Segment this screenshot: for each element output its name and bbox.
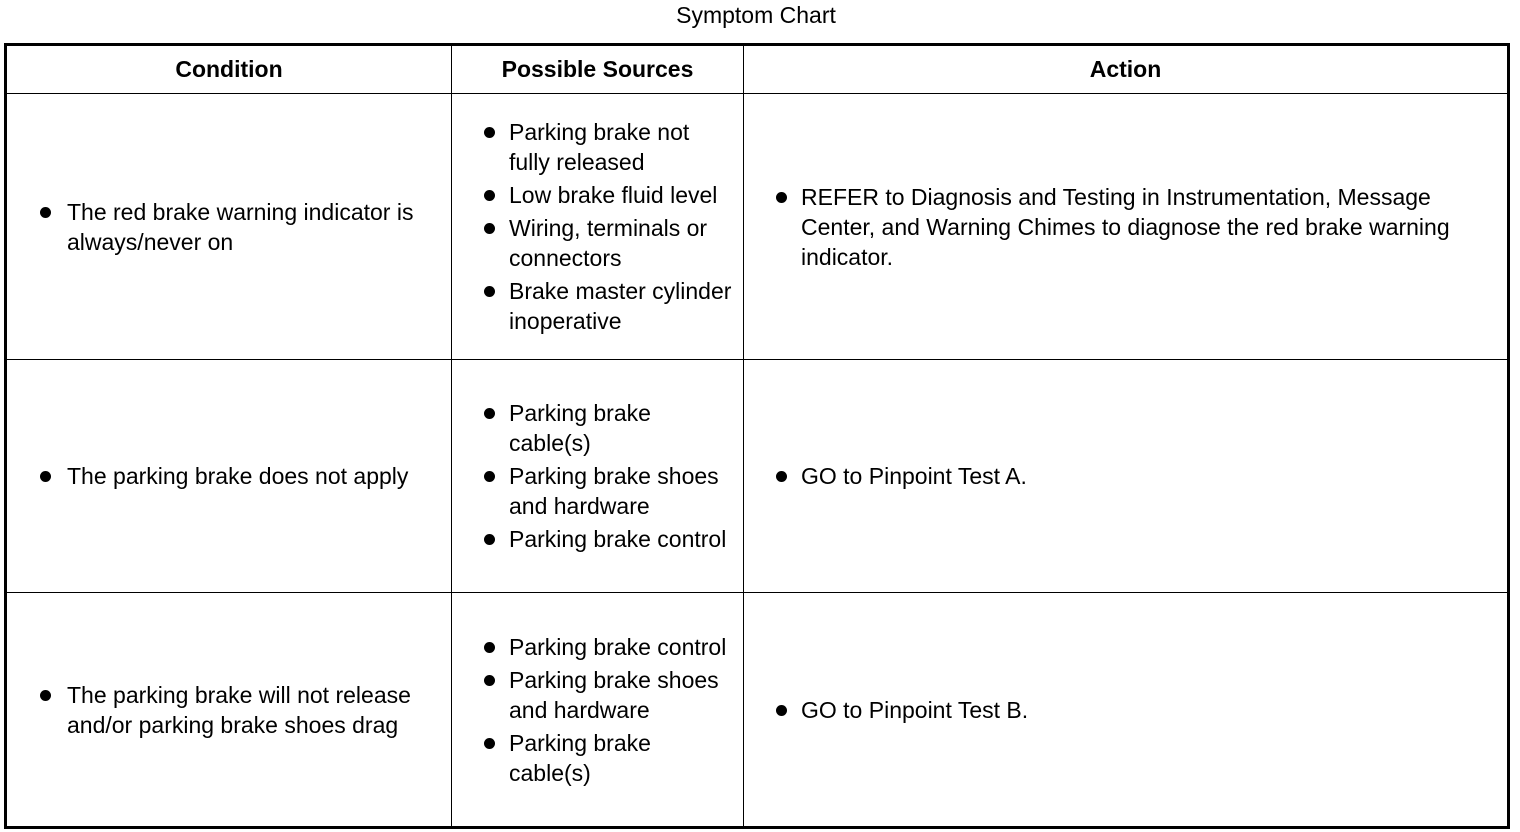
bullet-icon bbox=[484, 471, 495, 482]
bullet-icon bbox=[484, 408, 495, 419]
action-text: REFER to Diagnosis and Testing in Instrumentation, Message Center, and Warning Chimes to diagnose the red brake warning indicator. bbox=[801, 183, 1450, 270]
list-item bbox=[67, 461, 445, 491]
source-text: Parking brake control bbox=[509, 526, 727, 552]
bullet-icon bbox=[484, 223, 495, 234]
bullet-icon bbox=[40, 471, 51, 482]
source-text: Wiring, terminals or connectors bbox=[509, 215, 708, 271]
bullet-icon bbox=[484, 286, 495, 297]
action-cell bbox=[744, 593, 1509, 828]
sources-cell bbox=[452, 360, 744, 593]
source-text: Parking brake not fully released bbox=[509, 119, 690, 175]
bullet-icon bbox=[484, 675, 495, 686]
table-row bbox=[6, 360, 1509, 593]
chart-title: Symptom Chart bbox=[676, 2, 836, 28]
table-row bbox=[6, 593, 1509, 828]
action-text: GO to Pinpoint Test A. bbox=[801, 463, 1027, 489]
bullet-icon bbox=[776, 192, 787, 203]
condition-text: The red brake warning indicator is always/never on bbox=[67, 198, 414, 255]
table-row bbox=[6, 94, 1509, 360]
sources-cell bbox=[452, 593, 744, 828]
list-item bbox=[509, 117, 735, 177]
bullet-icon bbox=[776, 705, 787, 716]
bullet-icon bbox=[484, 738, 495, 749]
list-item bbox=[509, 398, 735, 458]
source-text: Parking brake shoes and hardware bbox=[509, 666, 719, 723]
bullet-icon bbox=[484, 127, 495, 138]
list-item bbox=[509, 632, 735, 662]
bullet-icon bbox=[484, 190, 495, 201]
list-item bbox=[509, 180, 735, 210]
sources-cell bbox=[452, 94, 744, 360]
list-item bbox=[801, 695, 1497, 725]
list-item bbox=[509, 276, 735, 336]
header-possible-sources: Possible Sources bbox=[452, 45, 744, 94]
condition-text: The parking brake will not release and/or parking brake shoes drag bbox=[67, 681, 411, 738]
list-item bbox=[509, 461, 735, 521]
action-text: GO to Pinpoint Test B. bbox=[801, 696, 1029, 723]
action-cell bbox=[744, 94, 1509, 360]
bullet-icon bbox=[40, 690, 51, 701]
list-item bbox=[509, 728, 735, 788]
source-text: Low brake fluid level bbox=[509, 182, 718, 208]
bullet-icon bbox=[484, 642, 495, 653]
source-text: Parking brake control bbox=[509, 633, 727, 660]
list-item bbox=[801, 461, 1497, 491]
header-row bbox=[6, 45, 1509, 94]
list-item bbox=[509, 213, 735, 273]
source-text: Parking brake cable(s) bbox=[509, 729, 651, 786]
list-item bbox=[509, 665, 735, 725]
bullet-icon bbox=[776, 471, 787, 482]
source-text: Brake master cylinder inoperative bbox=[509, 278, 732, 334]
list-item bbox=[67, 197, 445, 257]
bullet-icon bbox=[40, 207, 51, 218]
action-cell bbox=[744, 360, 1509, 593]
condition-cell bbox=[6, 360, 452, 593]
list-item bbox=[509, 524, 735, 554]
source-text: Parking brake shoes and hardware bbox=[509, 463, 719, 519]
symptom-table bbox=[4, 43, 1510, 829]
bullet-icon bbox=[484, 534, 495, 545]
condition-text: The parking brake does not apply bbox=[67, 463, 409, 489]
header-action: Action bbox=[744, 45, 1509, 94]
source-text: Parking brake cable(s) bbox=[509, 400, 651, 456]
list-item bbox=[67, 680, 445, 740]
condition-cell bbox=[6, 593, 452, 828]
list-item bbox=[801, 182, 1497, 272]
header-condition: Condition bbox=[6, 45, 452, 94]
condition-cell bbox=[6, 94, 452, 360]
